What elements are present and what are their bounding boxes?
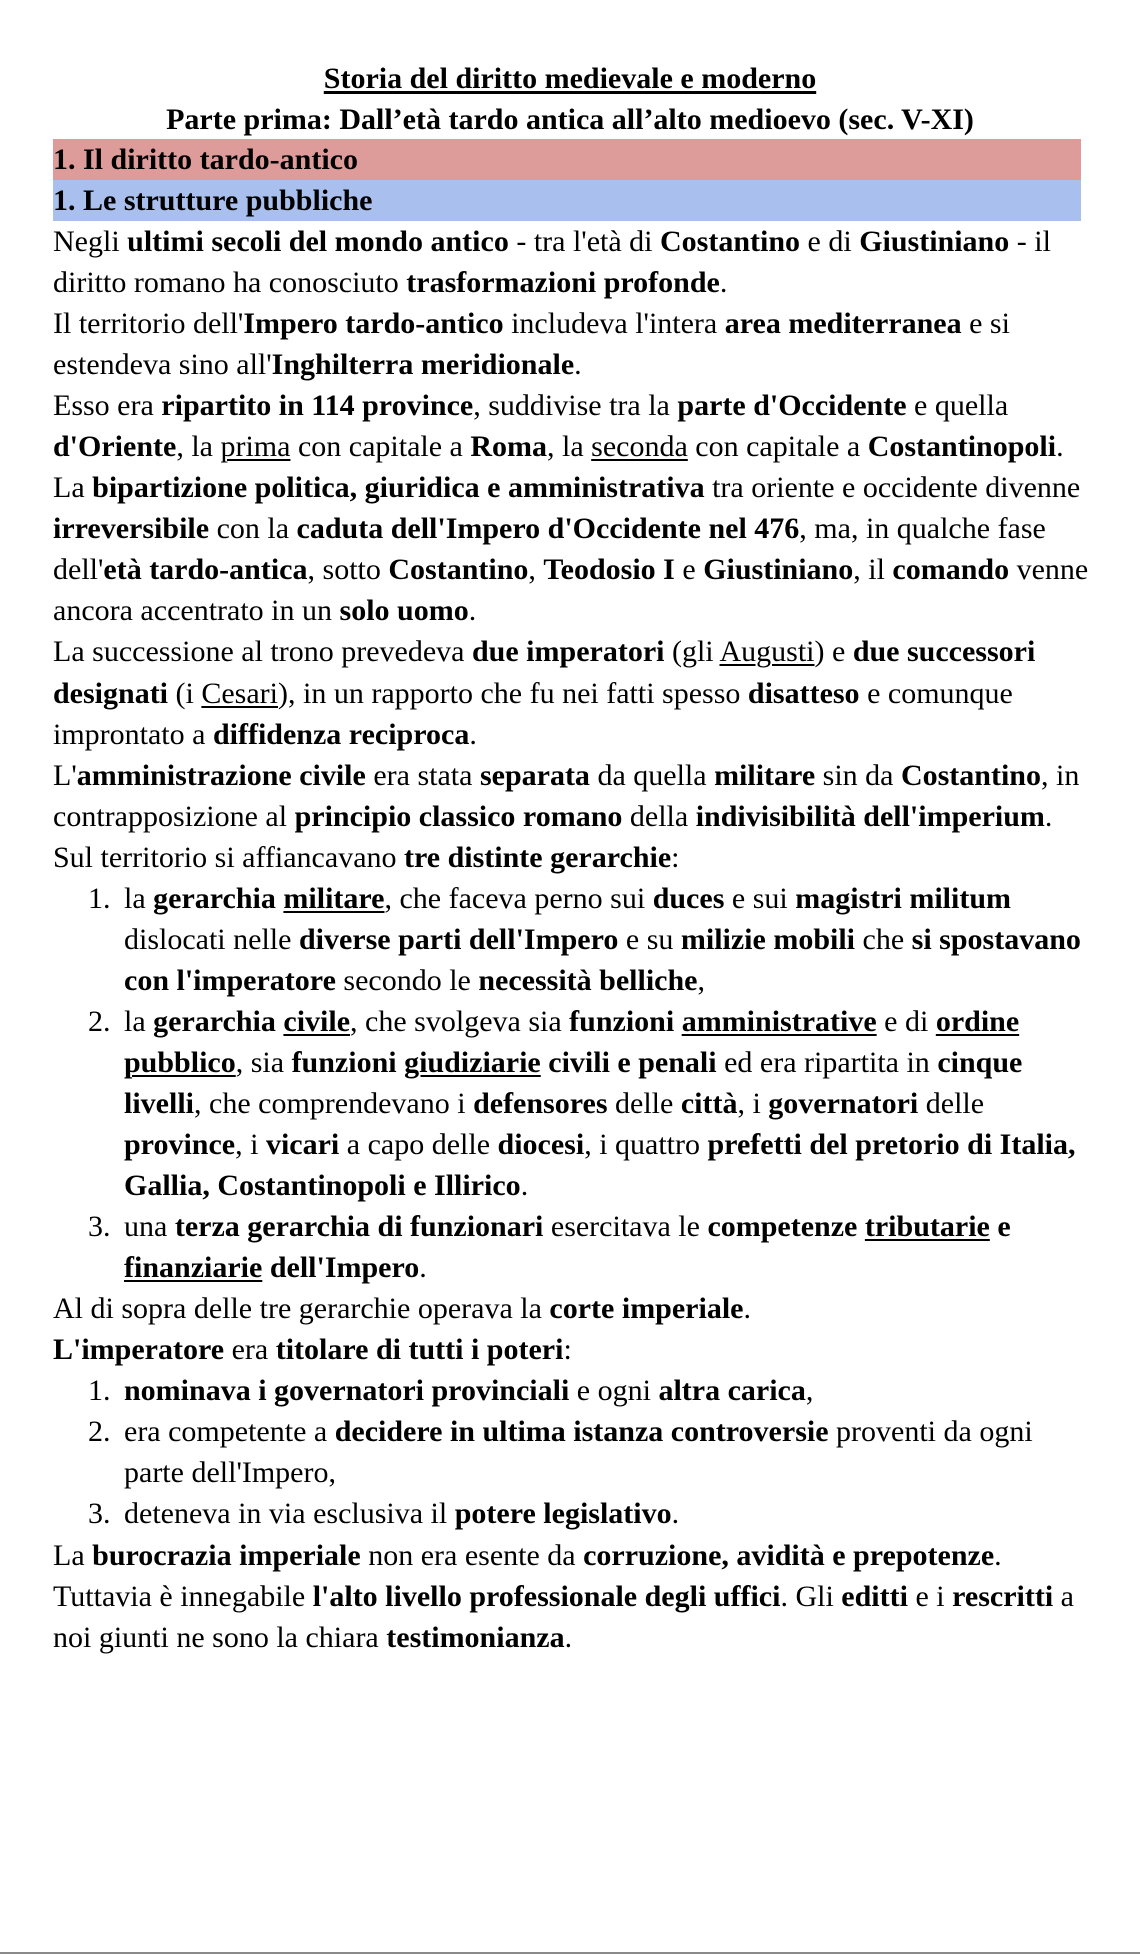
text-run: e di [876,1004,936,1038]
bold-text: gerarchia [153,1004,284,1038]
text-run: L' [53,758,77,792]
text-run: , sia [235,1045,292,1079]
text-run: con capitale a [687,430,868,464]
text-run: , i [235,1128,266,1162]
paragraph [53,1329,1093,1370]
bold-text: caduta dell'Impero d'Occidente nel 476 [296,512,800,546]
text-run: la [124,1004,154,1038]
list-item-number: 2. [88,1415,111,1449]
text-run: proventi da ogni parte dell'Impero, [124,1415,1033,1490]
bold-text: titolare di tutti i poteri [275,1333,564,1367]
emphasized-underlined-text: civile [283,1004,351,1038]
bold-text: Costantino [660,225,801,258]
bold-text: governatori [768,1086,919,1120]
numbered-list [53,878,1093,1288]
paragraph [53,385,1093,467]
text-run: e si estendeva sino all' [53,307,1010,382]
list-item-number: 3. [88,1210,111,1244]
text-run: deteneva in via esclusiva il [124,1497,455,1531]
bold-text: diffidenza reciproca [212,717,470,751]
paragraph [53,467,1093,631]
emphasized-underlined-text: ordine pubblico [124,1004,1020,1079]
list-item [53,1411,1093,1493]
bold-text: dell'Impero [262,1251,420,1285]
emphasized-underlined-text: militare [283,881,385,915]
text-run: della [622,799,696,833]
bold-text: Giustiniano [703,553,854,587]
text-run: delle [607,1086,681,1120]
text-run: , la [547,430,592,464]
text-run: . [719,266,728,300]
text-run: . [469,717,477,751]
bold-text: Roma [470,430,548,464]
bold-text: diverse parti dell'Impero [298,922,619,956]
text-run: : [671,840,680,874]
text-run: La successione al trono prevedeva [53,635,472,669]
emphasized-underlined-text: amministrative [681,1004,877,1038]
underlined-text: seconda [591,430,688,464]
paragraph [53,1288,1093,1329]
bold-text: Inghilterra meridionale [271,348,575,382]
text-run: e [674,553,704,587]
bold-text: defensores [473,1086,608,1120]
text-run: : [563,1333,572,1367]
document-title: Storia del diritto medievale e moderno [323,62,817,95]
bold-text: diocesi [497,1128,585,1162]
text-run: non era esente da [360,1538,584,1572]
text-run: , che faceva perno sui [384,881,653,915]
text-run: , i [737,1086,769,1120]
paragraph [53,755,1093,878]
bold-text: corte imperiale [549,1292,744,1326]
bold-text: trasformazioni profonde [406,266,720,300]
bold-text: parte d'Occidente [677,389,907,423]
emphasized-underlined-text: finanziarie [124,1251,263,1285]
text-run: a capo delle [339,1128,498,1162]
bold-text: irreversibile [53,512,210,546]
bold-text: Giustiniano [859,225,1010,258]
text-run: Al di sopra delle tre gerarchie operava la [53,1292,550,1326]
text-run: , in contrapposizione al [53,758,1080,833]
bold-text: militare [714,758,816,792]
bold-text: si spostavano con l'imperatore [124,922,1081,997]
text-run: (i [168,676,202,710]
bold-text: e [989,1210,1011,1244]
bold-text: L'imperatore [53,1333,225,1367]
paragraph [53,221,1093,303]
text-run: dislocati nelle [124,922,299,956]
text-run: , il [853,553,893,587]
text-run: , [528,553,544,587]
text-run: - tra l'età di [508,225,660,258]
underlined-text: Cesari [201,676,278,710]
text-run: . Tuttavia è innegabile [53,1538,1002,1613]
text-run: , sotto [307,553,389,587]
emphasized-underlined-text: giudiziarie [404,1045,541,1079]
bold-text: duces [652,881,725,915]
text-run: . [671,1497,680,1531]
bold-text: amministrazione civile [76,758,366,792]
emphasized-underlined-text: tributarie [864,1210,990,1244]
text-run: ), in un rapporto che fu nei fatti spesso [278,676,748,710]
text-run: era [224,1333,276,1367]
text-run: esercitava le [543,1210,708,1244]
underlined-text: Augusti [719,635,815,669]
text-run: tra oriente e occidente divenne [704,471,1081,505]
bold-text: separata [479,758,590,792]
list-item-number: 1. [88,881,111,915]
text-run: e di [800,225,860,258]
text-run: sin da [815,758,901,792]
bold-text: corruzione, avidità e prepotenze [583,1538,995,1572]
text-run: e i [907,1579,953,1613]
text-run: , [697,963,705,997]
text-run: La [53,471,93,505]
text-run: e su [618,922,681,956]
bold-text: decidere in ultima istanza controversie [334,1415,829,1449]
bold-text: province [124,1128,236,1162]
text-run: , che comprendevano i [194,1086,474,1120]
text-run: con la [209,512,297,546]
section-heading: 1. Le strutture pubbliche [53,180,1081,221]
text-run: che [855,922,912,956]
text-run: . [743,1292,751,1326]
list-item-number: 1. [88,1374,111,1408]
text-run: la [124,881,154,915]
bold-text: nominava i governatori provinciali [124,1374,570,1408]
bold-text: due imperatori [472,635,665,669]
numbered-list [53,1370,1093,1534]
list-item [53,1001,1093,1206]
paragraph [53,303,1093,385]
bold-text: milizie mobili [680,922,856,956]
text-run: , la [176,430,221,464]
bold-text: testimonianza [386,1620,565,1654]
chapter-heading: 1. Il diritto tardo-antico [53,139,1081,180]
bold-text: ultimi secoli del mondo antico [127,225,509,258]
list-item-number: 3. [88,1497,111,1531]
text-run: . [419,1251,427,1285]
bold-text: area mediterranea [724,307,962,341]
list-item [53,1206,1093,1288]
text-run: . Gli [780,1579,842,1613]
bold-text: indivisibilità dell'imperium [695,799,1045,833]
bold-text: disatteso [747,676,860,710]
text-run: , che svolgeva sia [350,1004,570,1038]
bold-text: funzioni [291,1045,405,1079]
paragraph [53,1535,1093,1658]
text-run: e ogni [569,1374,659,1408]
bold-text: civili e penali [540,1045,717,1079]
bold-text: prefetti del pretorio di Italia, Gallia, Costantinopoli e Illirico [124,1128,1076,1203]
bold-text: competenze [707,1210,865,1244]
bold-text: l'alto livello professionale degli uffici [312,1579,781,1613]
bold-text: funzioni [569,1004,682,1038]
bold-text: burocrazia imperiale [92,1538,361,1572]
bold-text: gerarchia [153,881,284,915]
bold-text: potere legislativo [454,1497,672,1531]
document-subtitle: Parte prima: Dall’età tardo antica all’alto medioevo (sec. V-XI) [166,103,974,136]
paragraph [53,631,1093,754]
text-run: e quella [906,389,1009,423]
bold-text: Teodosio I [543,553,675,587]
bold-text: ripartito in 114 province [161,389,474,423]
bold-text: comando [892,553,1010,587]
bold-text: Costantino [900,758,1041,792]
bold-text: due successori designati [53,635,1036,710]
text-run: con capitale a [290,430,471,464]
list-item [53,878,1093,1001]
text-run: . Sul territorio si affiancavano [53,799,1053,874]
text-run: una [124,1210,175,1244]
text-run: includeva l'intera [503,307,725,341]
text-run: secondo le [335,963,479,997]
bold-text: vicari [265,1128,340,1162]
bold-text: cinque livelli [124,1045,1023,1120]
text-run: era competente a [124,1415,335,1449]
text-run: Il territorio dell' [53,307,244,341]
text-run: Negli [53,225,128,258]
text-run: e comunque improntato a [53,676,1013,751]
text-run: La [53,1538,93,1572]
text-run: . [574,348,582,382]
text-run: . [520,1169,529,1203]
text-run: ed era ripartita in [716,1045,938,1079]
text-run: venne ancora accentrato in un [53,553,1089,628]
body-text [53,221,1093,1658]
bold-text: bipartizione politica, giuridica e amministrativa [92,471,705,505]
bold-text: tre distinte gerarchie [404,840,672,874]
bold-text: solo uomo [339,594,469,628]
list-item [53,1370,1093,1411]
text-run: . [564,1620,573,1654]
bold-text: città [680,1086,738,1120]
bold-text: terza gerarchia di funzionari [174,1210,544,1244]
text-run: a noi giunti ne sono la chiara [53,1579,1074,1654]
bold-text: principio classico romano [294,799,623,833]
bold-text: rescritti [952,1579,1054,1613]
bold-text: Impero tardo-antico [243,307,504,341]
bold-text: necessità belliche [478,963,698,997]
text-run: (gli [664,635,720,669]
text-run: . [1056,430,1064,464]
bold-text: Costantinopoli [867,430,1057,464]
text-run: da quella [589,758,715,792]
text-run: ) e [814,635,853,669]
text-run: era stata [365,758,480,792]
bold-text: editti [841,1579,908,1613]
text-run: , suddivise tra la [473,389,678,423]
bold-text: magistri militum [795,881,1012,915]
text-run: , i quattro [584,1128,708,1162]
text-run: e sui [724,881,796,915]
underlined-text: prima [220,430,291,464]
bold-text: altra carica [658,1374,806,1408]
list-item [53,1493,1093,1534]
bold-text: d'Oriente [53,430,177,464]
bold-text: Costantino [388,553,529,587]
text-run: , [805,1374,814,1408]
list-item-number: 2. [88,1004,111,1038]
bold-text: età tardo-antica [103,553,308,587]
text-run: , ma, in qualche fase dell' [53,512,1046,587]
text-run: . [468,594,477,628]
text-run: Esso era [53,389,162,423]
text-run: delle [918,1086,985,1120]
text-run: - il diritto romano ha conosciuto [53,225,1051,300]
